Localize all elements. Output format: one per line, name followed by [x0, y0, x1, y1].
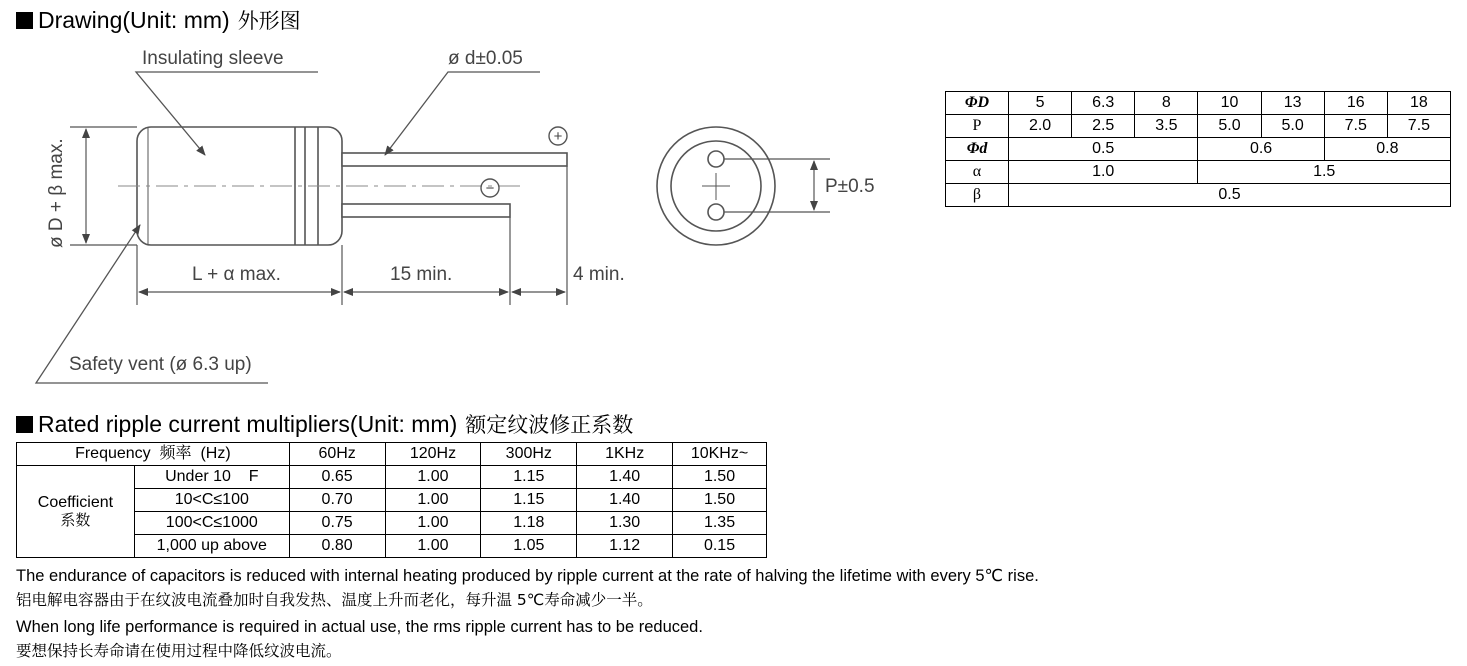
ripple-heading — [16, 413, 633, 436]
multiplier-cell: 1.00 — [385, 512, 481, 535]
ripple-row — [17, 466, 767, 489]
plus-icon — [549, 127, 567, 145]
dimension-cell: 0.5 — [1009, 138, 1198, 161]
capacitance-cell: 1,000 up above — [134, 535, 289, 558]
frequency-header-cell: 60Hz — [289, 443, 385, 466]
multiplier-cell: 1.40 — [577, 466, 673, 489]
ripple-heading-cn: 额定纹波修正系数 — [465, 413, 634, 437]
svg-text:−: − — [485, 180, 495, 197]
dimension-cell: 0.5 — [1009, 184, 1451, 207]
lead-diameter-label: ø d±0.05 — [448, 48, 523, 69]
multiplier-cell: 0.75 — [289, 512, 385, 535]
multiplier-cell: 1.50 — [673, 489, 767, 512]
svg-text:+: + — [553, 128, 563, 145]
multiplier-cell: 1.35 — [673, 512, 767, 535]
dimension-row-label: β — [946, 184, 1009, 207]
dimension-cell: 7.5 — [1324, 115, 1387, 138]
note-en-1: The endurance of capacitors is reduced with internal heating produced by ripple current at the rate of halving the lifetime with every 5℃ rise. — [16, 567, 1039, 585]
lead-diameter-leader — [385, 72, 540, 155]
note-en-2: When long life performance is required in actual use, the rms ripple current has to be reduced. — [16, 618, 703, 636]
frequency-header-cell: 1KHz — [577, 443, 673, 466]
dimension-cell: 3.5 — [1135, 115, 1198, 138]
pitch-label: P±0.5 — [825, 176, 875, 197]
multiplier-cell: 1.15 — [481, 489, 577, 512]
dimension-cell: 7.5 — [1387, 115, 1450, 138]
frequency-header-cell: 10KHz~ — [673, 443, 767, 466]
multiplier-cell: 0.15 — [673, 535, 767, 558]
multiplier-cell: 1.12 — [577, 535, 673, 558]
safety-vent-label: Safety vent (ø 6.3 up) — [69, 354, 252, 375]
capacitance-cell: 10<C≤100 — [134, 489, 289, 512]
frequency-header-label: Frequency 频率 (Hz) — [17, 443, 290, 466]
multiplier-cell: 1.05 — [481, 535, 577, 558]
dimension-cell: 2.5 — [1072, 115, 1135, 138]
multiplier-cell: 1.00 — [385, 535, 481, 558]
coefficient-label-cn: 系数 — [60, 511, 91, 529]
insulating-sleeve-label: Insulating sleeve — [142, 48, 284, 69]
dimension-cell: 0.8 — [1324, 138, 1450, 161]
coefficient-group-cell — [17, 466, 135, 558]
dimension-row-label: ΦD — [946, 92, 1009, 115]
dimension-cell: 1.5 — [1198, 161, 1451, 184]
dimension-cell: 6.3 — [1072, 92, 1135, 115]
dimension-cell: 10 — [1198, 92, 1261, 115]
pitch-dimension — [724, 159, 830, 212]
ripple-multiplier-table — [16, 442, 767, 558]
multiplier-cell: 0.65 — [289, 466, 385, 489]
dimension-row — [946, 161, 1451, 184]
dimension-row — [946, 92, 1451, 115]
minus-icon — [481, 179, 499, 197]
multiplier-cell: 1.40 — [577, 489, 673, 512]
dimension-cell: 18 — [1387, 92, 1450, 115]
dimension-row-label: Φd — [946, 138, 1009, 161]
multiplier-cell: 1.50 — [673, 466, 767, 489]
multiplier-cell: 1.00 — [385, 466, 481, 489]
multiplier-cell: 1.30 — [577, 512, 673, 535]
ripple-heading-text: Rated ripple current multipliers(Unit: mm) — [38, 411, 458, 437]
dimension-cell: 2.0 — [1009, 115, 1072, 138]
multiplier-cell: 0.70 — [289, 489, 385, 512]
multiplier-cell: 1.15 — [481, 466, 577, 489]
coefficient-label: Coefficient — [37, 494, 114, 511]
dimension-cell: 5.0 — [1198, 115, 1261, 138]
dimension-cell: 5.0 — [1261, 115, 1324, 138]
multiplier-cell: 1.18 — [481, 512, 577, 535]
dimension-row — [946, 184, 1451, 207]
lead-wires — [342, 153, 567, 217]
dimension-cell: 1.0 — [1009, 161, 1198, 184]
drawing-heading-text: Drawing(Unit: mm) — [38, 7, 230, 33]
multiplier-cell: 1.00 — [385, 489, 481, 512]
dimension-row — [946, 115, 1451, 138]
sleeve-leader — [136, 72, 318, 155]
frequency-header-row — [17, 443, 767, 466]
body-diameter-label: ø D + β max. — [46, 138, 67, 248]
frequency-header-cell: 120Hz — [385, 443, 481, 466]
body-length-label: L + α max. — [192, 264, 281, 285]
note-cn-1: 铝电解电容器由于在纹波电流叠加时自我发热、温度上升而老化，每升温 5℃寿命减少一半。 — [16, 591, 653, 609]
capacitor-drawing — [0, 0, 940, 400]
end-view — [657, 127, 775, 245]
multiplier-cell: 0.80 — [289, 535, 385, 558]
dimension-row-label: α — [946, 161, 1009, 184]
frequency-header-cell: 300Hz — [481, 443, 577, 466]
capacitance-cell: Under 10 F — [134, 466, 289, 489]
dimension-cell: 13 — [1261, 92, 1324, 115]
capacitance-cell: 100<C≤1000 — [134, 512, 289, 535]
dimension-cell: 0.6 — [1198, 138, 1324, 161]
drawing-heading-cn: 外形图 — [237, 9, 301, 33]
note-cn-2: 要想保持长寿命请在使用过程中降低纹波电流。 — [16, 642, 342, 660]
lead-length-label: 15 min. — [390, 264, 453, 285]
square-bullet-icon — [16, 416, 33, 433]
dimension-row — [946, 138, 1451, 161]
dimension-cell: 5 — [1009, 92, 1072, 115]
dimension-cell: 8 — [1135, 92, 1198, 115]
dimension-row-label: P — [946, 115, 1009, 138]
lead-offset-label: 4 min. — [573, 264, 625, 285]
dimension-table — [945, 91, 1451, 207]
dimension-cell: 16 — [1324, 92, 1387, 115]
